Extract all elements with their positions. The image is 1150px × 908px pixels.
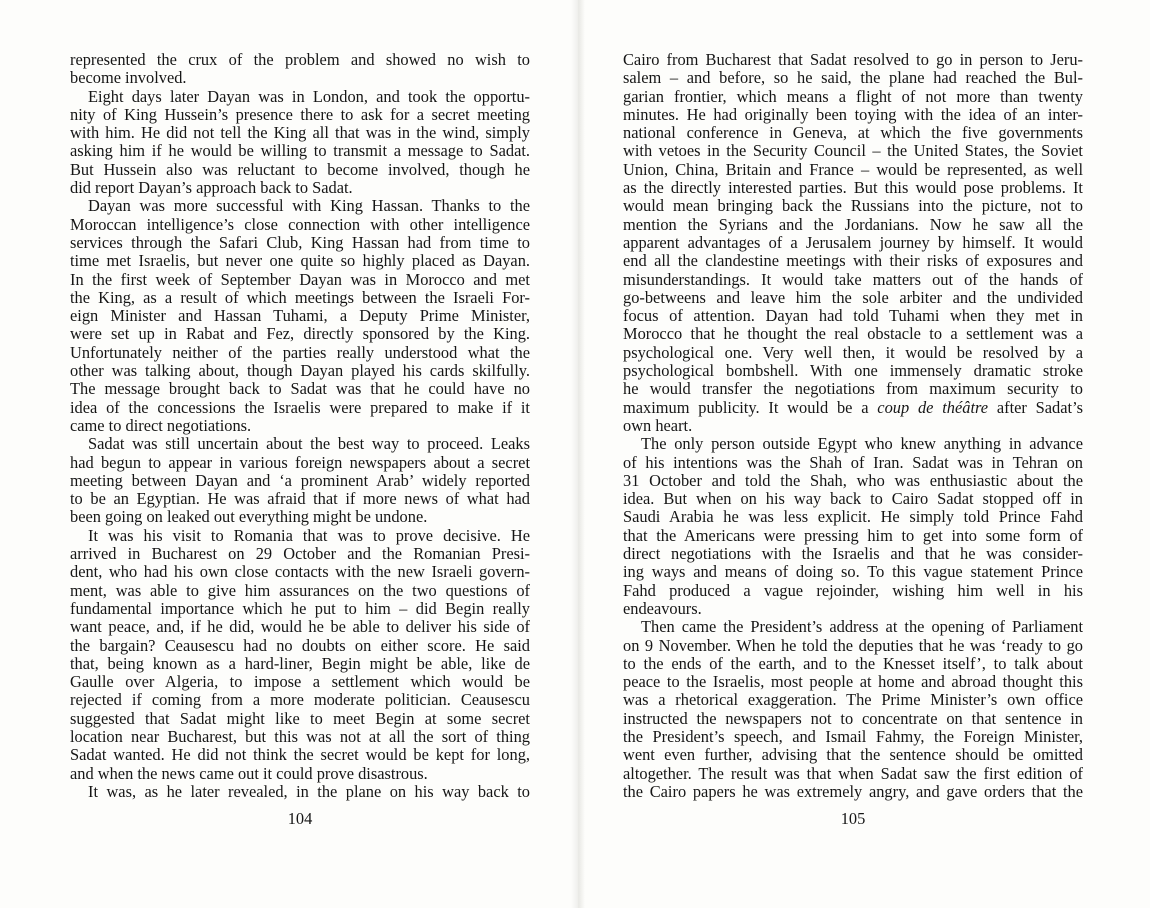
text-line: Then came the President’s address at the opening of Parliament xyxy=(641,617,1083,637)
text-line: Unfortunately neither of the parties really understood what the xyxy=(70,342,530,362)
text-line: were set up in Rabat and Fez, directly sponsored by the King. xyxy=(70,324,530,344)
text-line: to the ends of the earth, and to the Knesset itself’, to talk about xyxy=(623,653,1083,673)
text-line: Fahd produced a vague rejoinder, wishing him well in his xyxy=(623,580,1083,600)
text-line: Gaulle over Algeria, to impose a settlement which would be xyxy=(70,672,530,692)
text-line: ing ways and means of doing so. To this vague statement Prince xyxy=(623,562,1083,582)
text-line: nity of King Hussein’s presence there to ask for a secret meeting xyxy=(70,104,530,124)
text-line: as the directly interested parties. But this would pose problems. It xyxy=(623,178,1083,198)
text-line: with vetoes in the Security Council – the United States, the Soviet xyxy=(623,141,1083,161)
text-line: rejected if coming from a more moderate politician. Ceausescu xyxy=(70,690,530,710)
text-line: It was his visit to Romania that was to prove decisive. He xyxy=(88,525,530,545)
text-line: meeting between Dayan and ‘a prominent Arab’ widely reported xyxy=(70,470,530,490)
text-line: been going on leaked out everything might be undone. xyxy=(70,507,428,527)
text-line: Sadat was still uncertain about the best way to proceed. Leaks xyxy=(88,434,530,454)
text-line: suggested that Sadat might like to meet Begin at some secret xyxy=(70,708,530,728)
text-line xyxy=(623,399,1083,417)
text-line: eign Minister and Hassan Tuhami, a Deputy Prime Minister, xyxy=(70,306,530,326)
text-line: would mean bringing back the Russians into the picture, not to xyxy=(623,196,1083,216)
text-line: idea of the concessions the Israelis were prepared to make if it xyxy=(70,397,530,417)
text-line: The message brought back to Sadat was that he could have no xyxy=(70,379,530,399)
text-line: become involved. xyxy=(70,68,187,88)
text-line: go-betweens and leave him the sole arbiter and the undivided xyxy=(623,287,1083,307)
text-line: garian frontier, which means a flight of not more than twenty xyxy=(623,86,1083,106)
text-line: endeavours. xyxy=(623,598,702,618)
text-line: went even further, advising that the sentence should be omitted xyxy=(623,745,1083,765)
text-line: 31 October and told the Shah, who was enthusiastic about the xyxy=(623,470,1083,490)
text-line: want peace, and, if he did, would he be able to deliver his side of xyxy=(70,617,530,637)
text-line: to be an Egyptian. He was afraid that if more news of what had xyxy=(70,489,530,509)
text-line: In the first week of September Dayan was in Morocco and met xyxy=(70,269,530,289)
text-line: was a rhetorical exaggeration. The Prime Minister’s own office xyxy=(623,690,1083,710)
text-line: and when the news came out it could prove disastrous. xyxy=(70,763,428,783)
text-line: psychological bombshell. With one immensely dramatic stroke xyxy=(623,361,1083,381)
text-line: other was talking about, though Dayan played his cards skilfully. xyxy=(70,361,530,381)
italic-phrase: coup de théâtre xyxy=(877,397,989,417)
text-line: misunderstandings. It would take matters out of the hands of xyxy=(623,269,1083,289)
text-line: Saudi Arabia he was less explicit. He simply told Prince Fahd xyxy=(623,507,1083,527)
text-line: altogether. The result was that when Sadat saw the first edition of xyxy=(623,763,1083,783)
text-line: fundamental importance which he put to him – did Begin really xyxy=(70,598,530,618)
text-line: services through the Safari Club, King Hassan had from time to xyxy=(70,232,530,252)
text-line: asking him if he would be willing to transmit a message to Sadat. xyxy=(70,141,530,161)
text-line: he would transfer the negotiations from maximum security to xyxy=(623,379,1083,399)
book-gutter xyxy=(571,0,585,908)
page-number-left: 104 xyxy=(287,809,313,828)
text-line: minutes. He had originally been toying with the idea of an inter- xyxy=(623,104,1083,124)
text-line: did report Dayan’s approach back to Sadat. xyxy=(70,178,353,198)
text-line: salem – and before, so he said, the plane had reached the Bul- xyxy=(623,68,1083,88)
text-line: focus of attention. Dayan had told Tuhami when they met in xyxy=(623,306,1083,326)
text-segment: maximum publicity. It would be a xyxy=(623,397,878,417)
text-line: arrived in Bucharest on 29 October and the Romanian Presi- xyxy=(70,544,530,564)
text-line: It was, as he later revealed, in the plane on his way back to xyxy=(88,781,530,801)
text-line: the King, as a result of which meetings between the Israeli For- xyxy=(70,287,530,307)
left-page-text xyxy=(70,51,530,801)
text-line: national conference in Geneva, at which the five governments xyxy=(623,123,1083,143)
text-line: direct negotiations with the Israelis and that he was consider- xyxy=(623,544,1083,564)
text-line: with him. He did not tell the King all that was in the wind, simply xyxy=(70,123,530,143)
text-line: the Cairo papers he was extremely angry, and gave orders that the xyxy=(623,781,1083,801)
right-page-text xyxy=(623,51,1083,801)
text-segment: after Sadat’s xyxy=(988,397,1084,417)
text-line: the President’s speech, and Ismail Fahmy, the Foreign Minister, xyxy=(623,726,1083,746)
text-line: Union, China, Britain and France – would be represented, as well xyxy=(623,159,1083,179)
text-line: Cairo from Bucharest that Sadat resolved to go in person to Jeru- xyxy=(623,50,1083,69)
text-line: dent, who had his own close contacts with the new Israeli govern- xyxy=(70,562,530,582)
text-line: end all the clandestine meetings with their risks of exposures and xyxy=(623,251,1083,271)
text-line: that, being known as a hard-liner, Begin might be able, like de xyxy=(70,653,530,673)
text-line: on 9 November. When he told the deputies that he was ‘ready to go xyxy=(623,635,1083,655)
text-line: of his intentions was the Shah of Iran. Sadat was in Tehran on xyxy=(623,452,1083,472)
text-line: instructed the newspapers not to concentrate on that sentence in xyxy=(623,708,1083,728)
text-line: But Hussein also was reluctant to become involved, though he xyxy=(70,159,530,179)
text-line: peace to the Israelis, most people at home and abroad thought this xyxy=(623,672,1083,692)
text-line: Dayan was more successful with King Hassan. Thanks to the xyxy=(88,196,530,216)
text-line: represented the crux of the problem and showed no wish to xyxy=(70,50,530,69)
text-line: The only person outside Egypt who knew anything in advance xyxy=(641,434,1083,454)
text-line: that the Americans were pressing him to get into some form of xyxy=(623,525,1083,545)
text-line: time met Israelis, but never one quite so highly placed as Dayan. xyxy=(70,251,530,271)
text-line: own heart. xyxy=(623,415,693,435)
text-line: Morocco that he thought the real obstacle to a settlement was a xyxy=(623,324,1083,344)
text-line: Eight days later Dayan was in London, and took the opportu- xyxy=(88,86,530,106)
text-line: ment, was able to give him assurances on the two questions of xyxy=(70,580,530,600)
text-line: the bargain? Ceausescu had no doubts on either score. He said xyxy=(70,635,530,655)
text-line: had begun to appear in various foreign newspapers about a secret xyxy=(70,452,530,472)
page-number-right: 105 xyxy=(840,809,866,828)
text-line: location near Bucharest, but this was not at all the sort of thing xyxy=(70,726,530,746)
text-line: came to direct negotiations. xyxy=(70,415,252,435)
text-line: mention the Syrians and the Jordanians. Now he saw all the xyxy=(623,214,1083,234)
text-line: idea. But when on his way back to Cairo Sadat stopped off in xyxy=(623,489,1083,509)
text-line: Sadat wanted. He did not think the secret would be kept for long, xyxy=(70,745,530,765)
text-line: apparent advantages of a Jerusalem journey by himself. It would xyxy=(623,232,1083,252)
text-line: Moroccan intelligence’s close connection with other intelligence xyxy=(70,214,530,234)
text-line: psychological one. Very well then, it would be resolved by a xyxy=(623,342,1083,362)
